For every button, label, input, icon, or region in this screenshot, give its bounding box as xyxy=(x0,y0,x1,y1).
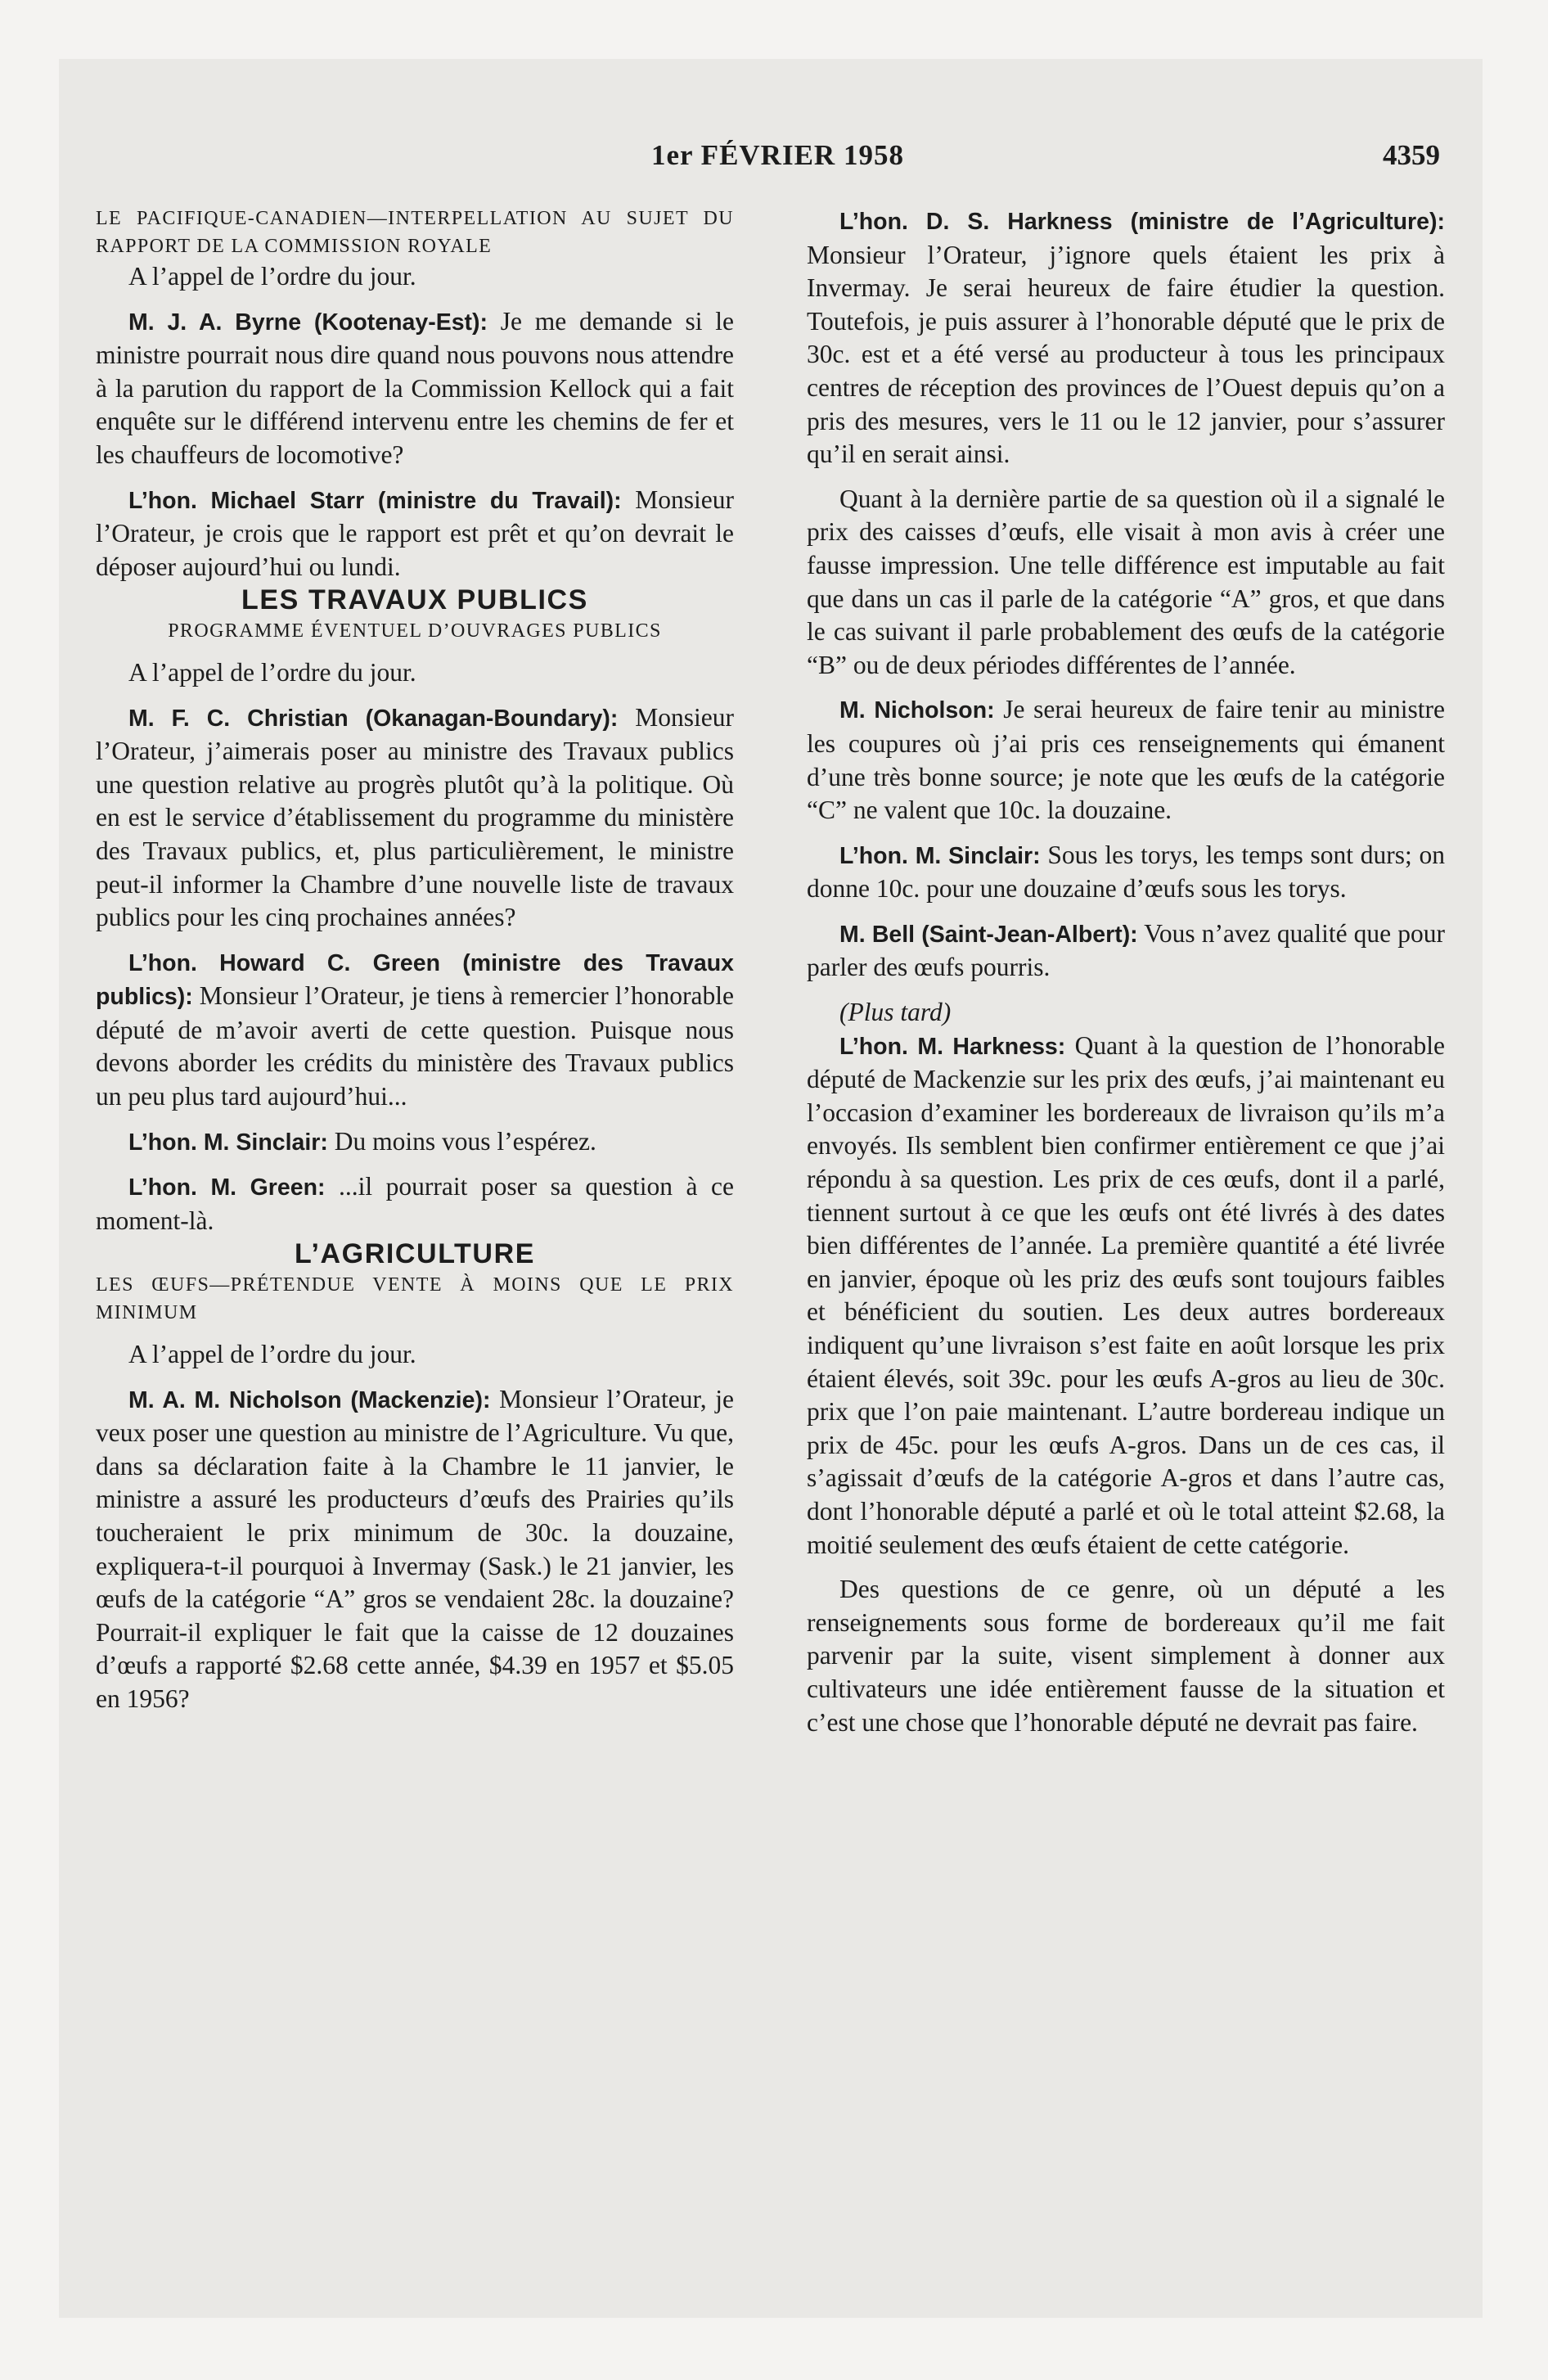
speech-paragraph xyxy=(807,1030,1445,1562)
speaker-name: L’hon. M. Sinclair: xyxy=(128,1129,328,1156)
speaker-name: L’hon. M. Green: xyxy=(128,1174,326,1201)
speaker-name: M. F. C. Christian (Okanagan-Boundary): xyxy=(128,705,619,732)
page-header xyxy=(98,139,1440,180)
speaker-name: M. Nicholson: xyxy=(839,697,995,724)
stage-direction xyxy=(807,996,1445,1030)
procedural-note: A l’appel de l’ordre du jour. xyxy=(128,1340,416,1369)
speech-text: Vous n’avez qualité que pour parler des œufs pourris. xyxy=(807,918,1446,982)
page-number: 4359 xyxy=(1383,139,1440,171)
speech-text: Du moins vous l’espérez. xyxy=(327,1126,596,1156)
speech-paragraph xyxy=(96,1170,734,1237)
section-heading: LES TRAVAUX PUBLICS xyxy=(241,584,588,616)
speech-text: Je me demande si le ministre pourrait nous dire quand nous pouvons nous attendre à la parution du rapport de la Commission Kellock qui a fait enquête sur le différend intervenu entre les chemins de fer et les chauffeurs de locomotive? xyxy=(96,306,734,469)
speech-paragraph xyxy=(96,305,734,472)
speech-paragraph xyxy=(96,1383,734,1716)
left-column xyxy=(96,205,734,1716)
body-paragraph: Quant à la dernière partie de sa question où il a signalé le prix des caisses d’œufs, elle visait à mon avis à créer une fausse impression. Une telle différence est imputable au fait que dans un cas il parle de la catégorie “A” gros, et que dans le cas suivant il parle probablement des œufs de la catégorie “B” ou de deux périodes différentes de l’année. xyxy=(807,484,1445,679)
speech-paragraph xyxy=(96,484,734,584)
speech-paragraph xyxy=(807,917,1445,985)
speaker-name: L’hon. D. S. Harkness (ministre de l’Agriculture): xyxy=(839,209,1445,235)
speech-text: Quant à la question de l’honorable député de Mackenzie sur les prix des œufs, j’ai maintenant eu l’occasion d’examiner les bordereaux de livraison qu’ils m’a envoyés. Ils semblent bien confirmer entièrement ce que j’ai répondu à sa question. Les prix de ces œufs, dont il a parlé, tiennent surtout à ce que les œufs ont été livrés à des dates bien différentes de l’année. La première quantité a été livrée en janvier, époque où les priz des œufs sont toujours faibles et bénéficient du soutien. Les deux autres bordereaux indiquent qu’une livraison s’est faite en août lorsque les prix étaient élevés, soit 39c. pour les œufs A-gros au lieu de 30c. prix que l’on paie maintenant. L’autre bordereau indique un prix de 45c. pour les œufs A-gros. Dans un de ces cas, il s’agissait d’œufs de la catégorie A-gros et dans l’autre cas, dont l’honorable député a parlé et où le total atteint $2.68, la moitié seulement des œufs étaient de cette catégorie. xyxy=(807,1030,1445,1559)
speech-paragraph xyxy=(807,205,1445,471)
stage-direction-text: (Plus tard) xyxy=(839,998,952,1027)
speech-text: ...il pourrait poser sa question à ce moment-là. xyxy=(96,1172,735,1235)
speech-text: Je serai heureux de faire tenir au ministre les coupures où j’ai pris ces renseignements qui émanent d’une très bonne source; je note que les œufs de la catégorie “C” ne valent que 10c. la douzaine. xyxy=(807,695,1445,825)
speech-paragraph xyxy=(96,946,734,1114)
section-subheading: PROGRAMME ÉVENTUEL D’OUVRAGES PUBLICS xyxy=(168,620,662,642)
speaker-name: M. J. A. Byrne (Kootenay-Est): xyxy=(128,309,488,336)
speaker-name: M. A. M. Nicholson (Mackenzie): xyxy=(128,1386,491,1413)
speaker-name: L’hon. Michael Starr (ministre du Travail): xyxy=(128,487,622,514)
section-heading: L’AGRICULTURE xyxy=(294,1238,536,1270)
speech-paragraph xyxy=(807,839,1445,906)
speaker-name: M. Bell (Saint-Jean-Albert): xyxy=(839,921,1138,948)
right-column xyxy=(807,205,1445,1739)
header-date: 1er FÉVRIER 1958 xyxy=(651,139,904,171)
speech-text: Monsieur l’Orateur, j’ignore quels étaient les prix à Invermay. Je serai heureux de faire étudier la question. Toutefois, je puis assurer à l’honorable député que le prix de 30c. est et a été versé au producteur à tous les principaux centres de réception des provinces de l’Ouest depuis qu’on a pris des mesures, vers le 11 ou le 12 janvier, pour s’assurer qu’il en serait ainsi. xyxy=(807,240,1445,469)
speech-paragraph xyxy=(96,1125,734,1160)
speech-text: Sous les torys, les temps sont durs; on donne 10c. pour une douzaine d’œufs sous les torys. xyxy=(807,840,1445,904)
procedural-note: A l’appel de l’ordre du jour. xyxy=(128,657,416,687)
speech-text: Monsieur l’Orateur, je veux poser une question au ministre de l’Agriculture. Vu que, dans sa déclaration faite à la Chambre le 11 janvier, le ministre a assuré les producteurs d’œufs des Prairies qu’ils toucheraient le prix minimum de 30c. la douzaine, expliquera-t-il pourquoi à Invermay (Sask.) le 21 janvier, les œufs de la catégorie “A” gros se vendaient 28c. la douzaine? Pourrait-il expliquer le fait que la caisse de 12 douzaines d’œufs a rapporté $2.68 cette année, $4.39 en 1957 et $5.05 en 1956? xyxy=(96,1384,734,1713)
procedural-note: A l’appel de l’ordre du jour. xyxy=(128,262,416,291)
section-subheading: LES ŒUFS—PRÉTENDUE VENTE À MOINS QUE LE PRIX MINIMUM xyxy=(96,1274,734,1324)
speech-text: Monsieur l’Orateur, je tiens à remercier l’honorable député de m’avoir averti de cette question. Puisque nous devons aborder les crédits du ministère des Travaux publics un peu plus tard aujourd’hui... xyxy=(96,981,734,1111)
speech-paragraph xyxy=(807,693,1445,827)
speaker-name: L’hon. Howard C. Green (ministre des Travaux publics): xyxy=(96,949,734,1011)
speech-text: Monsieur l’Orateur, j’aimerais poser au ministre des Travaux publics une question relative au progrès plutôt qu’à la politique. Où en est le service d’établissement du programme du ministère des Travaux publics, et, plus particulièrement, le ministre peut-il informer la Chambre d’une nouvelle liste de travaux publics pour les cinq prochaines années? xyxy=(96,702,734,932)
speech-paragraph xyxy=(96,701,734,935)
body-paragraph: Des questions de ce genre, où un député a les renseignements sous forme de bordereaux qu’il me fait parvenir par la suite, visent simplement à donner aux cultivateurs une idée entièrement fausse de la situation et c’est une chose que l’honorable député ne devrait pas faire. xyxy=(807,1575,1445,1737)
speaker-name: L’hon. M. Sinclair: xyxy=(839,842,1041,869)
speaker-name: L’hon. M. Harkness: xyxy=(839,1033,1066,1060)
section-subheading: LE PACIFIQUE-CANADIEN—INTERPELLATION AU SUJET DU RAPPORT DE LA COMMISSION ROYALE xyxy=(96,208,734,257)
speech-text: Monsieur l’Orateur, je crois que le rapport est prêt et qu’on devrait le déposer aujourd’hui ou lundi. xyxy=(96,485,734,581)
